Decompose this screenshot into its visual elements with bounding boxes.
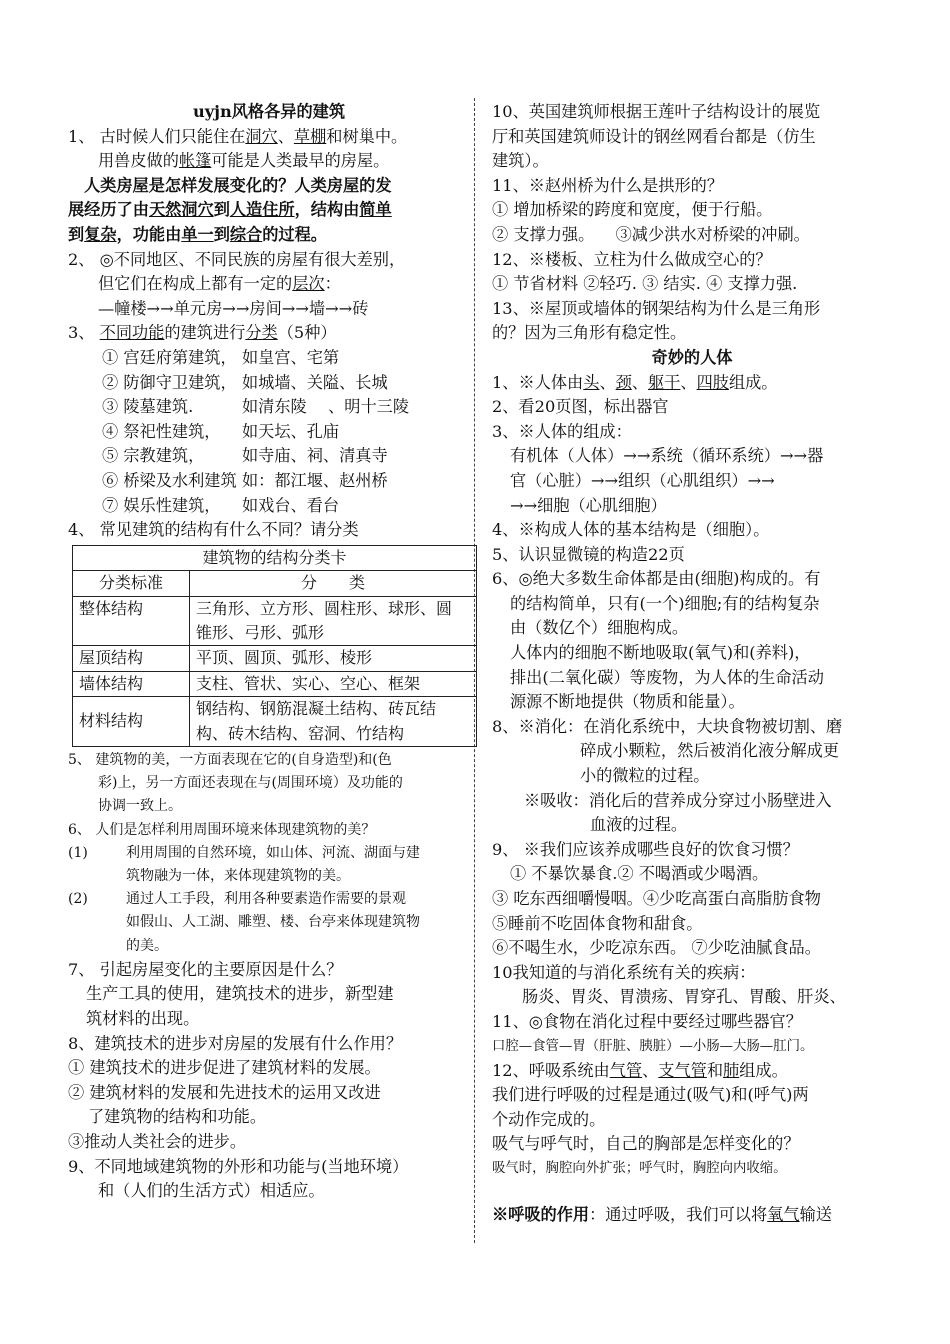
b6-line3: 由（数亿个）细胞构成。 [510, 618, 689, 638]
b3-line4: →→细胞（心肌细胞） [510, 495, 667, 515]
q8-line5: ③推动人类社会的进步。 [68, 1131, 247, 1151]
b11-line2: 口腔—食管—胃（肝脏、胰脏）—小肠—大肠—肛门。 [492, 1038, 814, 1054]
b9-line5: ⑥不喝生水，少吃凉东西。 ⑦少吃油腻食品。 [492, 938, 821, 958]
b3-line1: 3、※人体的组成： [492, 421, 632, 441]
q7-line1: 7、 引起房屋变化的主要原因是什么？ [68, 959, 343, 979]
q10-line1: 10、英国建筑师根据王莲叶子结构设计的展览 [492, 102, 821, 121]
section-title-human-body: 奇妙的人体 [651, 347, 733, 367]
q8-line4: 了建筑物的结构和功能。 [88, 1107, 267, 1127]
q11-line3: ② 支撑力强。 ③减少洪水对桥梁的冲刷。 [492, 224, 810, 244]
b3-line2: 有机体（人体）→→系统（循环系统）→→器 [510, 446, 824, 466]
q6-line1: 6、 人们是怎样利用周围环境来体现建筑物的美？ [68, 821, 376, 838]
q5-line1: 5、 建筑物的美，一方面表现在它的(自身造型)和(色 [68, 751, 392, 768]
q8-line2: ① 建筑技术的进步促进了建筑材料的发展。 [68, 1058, 381, 1078]
b12-line1: 12、呼吸系统由气管、支气管和肺组成。 [492, 1060, 788, 1080]
b6-line4: 人体内的细胞不断地吸取(氧气)和(养料)， [510, 643, 811, 663]
table-caption: 建筑物的结构分类卡 [73, 545, 477, 570]
b1-line: 1、※人体由头、颈、躯干、四肢组成。 [492, 372, 778, 392]
structure-table [72, 545, 477, 747]
table-row: 整体结构 三角形、立方形、圆柱形、球形、圆 锥形、弓形、弧形 [73, 596, 477, 646]
b2-line: 2、看20页图，标出器官 [492, 397, 669, 417]
q13-line2: 的？因为三角形有稳定性。 [492, 323, 687, 343]
b8-line5: 血液的过程。 [590, 815, 688, 835]
b8-line3: 小的微粒的过程。 [580, 766, 710, 786]
table-header-standard: 分类标准 [73, 571, 190, 596]
q6-answer1: (1) 利用周围的自然环境，如山体、河流、湖面与建 [68, 844, 420, 861]
q2-line2: 但它们在构成上都有一定的层次： [98, 274, 341, 294]
b12-line2: 我们进行呼吸的过程是通过(吸气)和(呼气)两 [492, 1085, 809, 1105]
b6-line1: 6、◎绝大多数生命体都是由(细胞)构成的。有 [492, 569, 821, 589]
right-column [492, 100, 892, 1228]
q7-line2: 生产工具的使用，建筑技术的进步，新型建 [86, 984, 394, 1004]
list-item: ② 防御守卫建筑， 如城墙、关隘、长城 [102, 372, 388, 392]
b6-line6: 源源不断地提供（物质和能量）。 [510, 692, 745, 712]
b9-line3: ③ 吃东西细嚼慢咽。④少吃高蛋白高脂肪食物 [492, 889, 821, 908]
b4-line: 4、※构成人体的基本结构是（细胞）。 [492, 520, 770, 540]
q3-line1: 3、 不同功能的建筑进行分类（5种） [68, 323, 337, 343]
b6-line2: 的结构简单，只有(一个)细胞;有的结构复杂 [510, 593, 820, 613]
b9-line2: ① 不暴饮暴食.② 不喝酒或少喝酒。 [510, 864, 769, 884]
q9-line1: 9、不同地域建筑物的外形和功能与(当地环境） [68, 1156, 409, 1176]
b12-line3: 个动作完成的。 [492, 1109, 606, 1129]
q10-line3: 建筑）。 [492, 151, 549, 171]
list-item: ④ 祭祀性建筑， 如天坛、孔庙 [102, 421, 340, 441]
b9-line4: ⑤睡前不吃固体食物和甜食。 [492, 913, 703, 933]
list-item: ⑤ 宗教建筑， 如寺庙、祠、清真寺 [102, 446, 388, 466]
b8-line1: 8、※消化：在消化系统中，大块食物被切割、磨 [492, 716, 843, 736]
list-item: ③ 陵墓建筑. 如清东陵 、明十三陵 [102, 397, 410, 417]
q11-line2: ① 增加桥梁的跨度和宽度，便于行船。 [492, 200, 773, 220]
q13-line1: 13、※屋顶或墙体的钢架结构为什么是三角形 [492, 298, 821, 318]
list-item: ⑥ 桥梁及水利建筑 如：都江堰、赵州桥 [102, 470, 388, 490]
left-column: uyjn风格各异的建筑 1、 古时候人们只能住在洞穴、草棚和树巢中。 用兽皮做的帐篷可能是人类最早的房屋。 人类房屋是怎样发展变化的？人类房屋的发 展经历了由天然洞穴到人造住所，结构由简单 到复杂，功能由单一到综合的过程。 2、 ◎不同地区、不同民族的房屋有很大差别， 但它们在构成上都有一定的层次： —幢楼→→单元房→→房间→→墙→→砖 3、 不同功能的建筑进行分类（5种） ① 宫廷府第建筑， 如皇宫、宅第 ② 防御守卫建筑， 如城墙、关隘、长城 ③ 陵墓建筑. 如清东陵 、明十三陵 ④ 祭祀性建筑， 如天坛、孔庙 ⑤ 宗教建筑， 如寺庙、祠、清真寺 ⑥ 桥梁及水利建筑 如：都江堰、赵州桥 ⑦ 娱乐性建筑， 如戏台、看台 4、 常见建筑的结构有什么不同？请分类 建筑物的结构分类卡 分类标准 分 类 整体结构 三角形、立方形、圆柱形、球形、圆 锥形、弓形、弧形 屋顶结构 平顶、圆顶、弧形、棱形 墙体结构 支柱、管状、实心、空心、框架 材料结构 钢结构、钢筋混凝土结构、砖瓦结 构、砖木结构、窑洞、竹结构 5、 建筑物的美，一方面表现在它的(自身造型)和(色 彩)上，另一方面还表现在与(周围环境）及功能的 协调一致上。 6、 人们是怎样利用周围环境来体现建筑物的美？ (1) 利用周围的自然环境，如山体、河流、湖面与建 筑物融为一体，来体现建筑物的美。 (2) 通过人工手段，利用各种要素造作需要的景观 如假山、人工湖、雕塑、楼、台亭来体现建筑物 的美。 7、 引起房屋变化的主要原因是什么？ 生产工具的使用，建筑技术的进步，新型建 筑材料的出现。 8、建筑技术的进步对房屋的发展有什么作用？ ① 建筑技术的进步促进了建筑材料的发展。 ② 建筑材料的发展和先进技术的运用又改进 了建筑物的结构和功能。 ③推动人类社会的进步。 9、不同地域建筑物的外形和功能与(当地环境） 和（人们的生活方式）相适应。 [68, 100, 470, 1204]
q7-line3: 筑材料的出现。 [86, 1008, 200, 1028]
bold-para-line3: 到复杂，功能由单一到综合的过程。 [68, 224, 327, 244]
table-row: 材料结构 钢结构、钢筋混凝土结构、砖瓦结 构、砖木结构、窑洞、竹结构 [73, 697, 477, 747]
b8-line2: 碎成小颗粒，然后被消化液分解成更 [580, 741, 839, 761]
bold-para-line1: 人类房屋是怎样发展变化的？人类房屋的发 [84, 175, 392, 195]
q6-answer2: (2) 通过人工手段，利用各种要素造作需要的景观 [68, 891, 406, 908]
q11-line1: 11、※赵州桥为什么是拱形的？ [492, 175, 724, 195]
q4-line: 4、 常见建筑的结构有什么不同？请分类 [68, 520, 359, 540]
b9-line1: 9、 ※我们应该养成哪些良好的饮食习惯？ [492, 839, 799, 859]
q3-list [68, 346, 470, 518]
table-row: 屋顶结构 平顶、圆顶、弧形、棱形 [73, 646, 477, 671]
b8-line4: ※吸收：消化后的营养成分穿过小肠壁进入 [524, 790, 832, 810]
q5-line3: 协调一致上。 [98, 798, 182, 815]
q12-line1: 12、※楼板、立柱为什么做成空心的？ [492, 249, 772, 269]
b11-line1: 11、◎食物在消化过程中要经过哪些器官？ [492, 1011, 802, 1031]
b12-line4: 吸气与呼气时，自己的胸部是怎样变化的？ [492, 1134, 800, 1154]
list-item: ⑦ 娱乐性建筑， 如戏台、看台 [102, 495, 340, 515]
bold-para-line2: 展经历了由天然洞穴到人造住所，结构由简单 [68, 200, 392, 220]
b10-line2: 肠炎、胃炎、胃溃疡、胃穿孔、胃酸、肝炎、 [522, 987, 846, 1007]
q1-line2: 用兽皮做的帐篷可能是人类最早的房屋。 [98, 151, 390, 171]
q1-line1: 1、 古时候人们只能住在洞穴、草棚和树巢中。 [68, 126, 408, 146]
q10-line2: 厅和英国建筑师设计的钢丝网看台都是（仿生 [492, 126, 816, 146]
q8-line1: 8、建筑技术的进步对房屋的发展有什么作用？ [68, 1033, 403, 1053]
b6-line5: 排出(二氧化碳）等废物，为人体的生命活动 [510, 667, 824, 687]
list-item: ① 宫廷府第建筑， 如皇宫、宅第 [102, 347, 340, 367]
table-row: 墙体结构 支柱、管状、实心、空心、框架 [73, 671, 477, 696]
q8-line3: ② 建筑材料的发展和先进技术的运用又改进 [68, 1082, 381, 1102]
b10-line1: 10我知道的与消化系统有关的疾病： [492, 962, 756, 982]
table-header-category: 分 类 [190, 571, 477, 596]
section-title-architecture: uyjn风格各异的建筑 [192, 102, 346, 121]
b3-line3: 官（心脏）→→组织（心肌组织）→→ [510, 470, 775, 490]
b12-line5: 吸气时，胸腔向外扩张；呼气时，胸腔向内收缩。 [492, 1160, 787, 1176]
q12-line2: ① 节省材料 ②轻巧. ③ 结实. ④ 支撑力强. [492, 274, 798, 294]
q5-line2: 彩)上，另一方面还表现在与(周围环境）及功能的 [98, 775, 403, 792]
b5-line: 5、认识显微镜的构造22页 [492, 544, 685, 564]
q2-line3: —幢楼→→单元房→→房间→→墙→→砖 [98, 298, 369, 318]
q2-line1: 2、 ◎不同地区、不同民族的房屋有很大差别， [68, 249, 406, 269]
q9-line2: 和（人们的生活方式）相适应。 [98, 1181, 325, 1201]
b13-line: ※呼吸的作用：通过呼吸，我们可以将氧气输送 [492, 1204, 832, 1224]
